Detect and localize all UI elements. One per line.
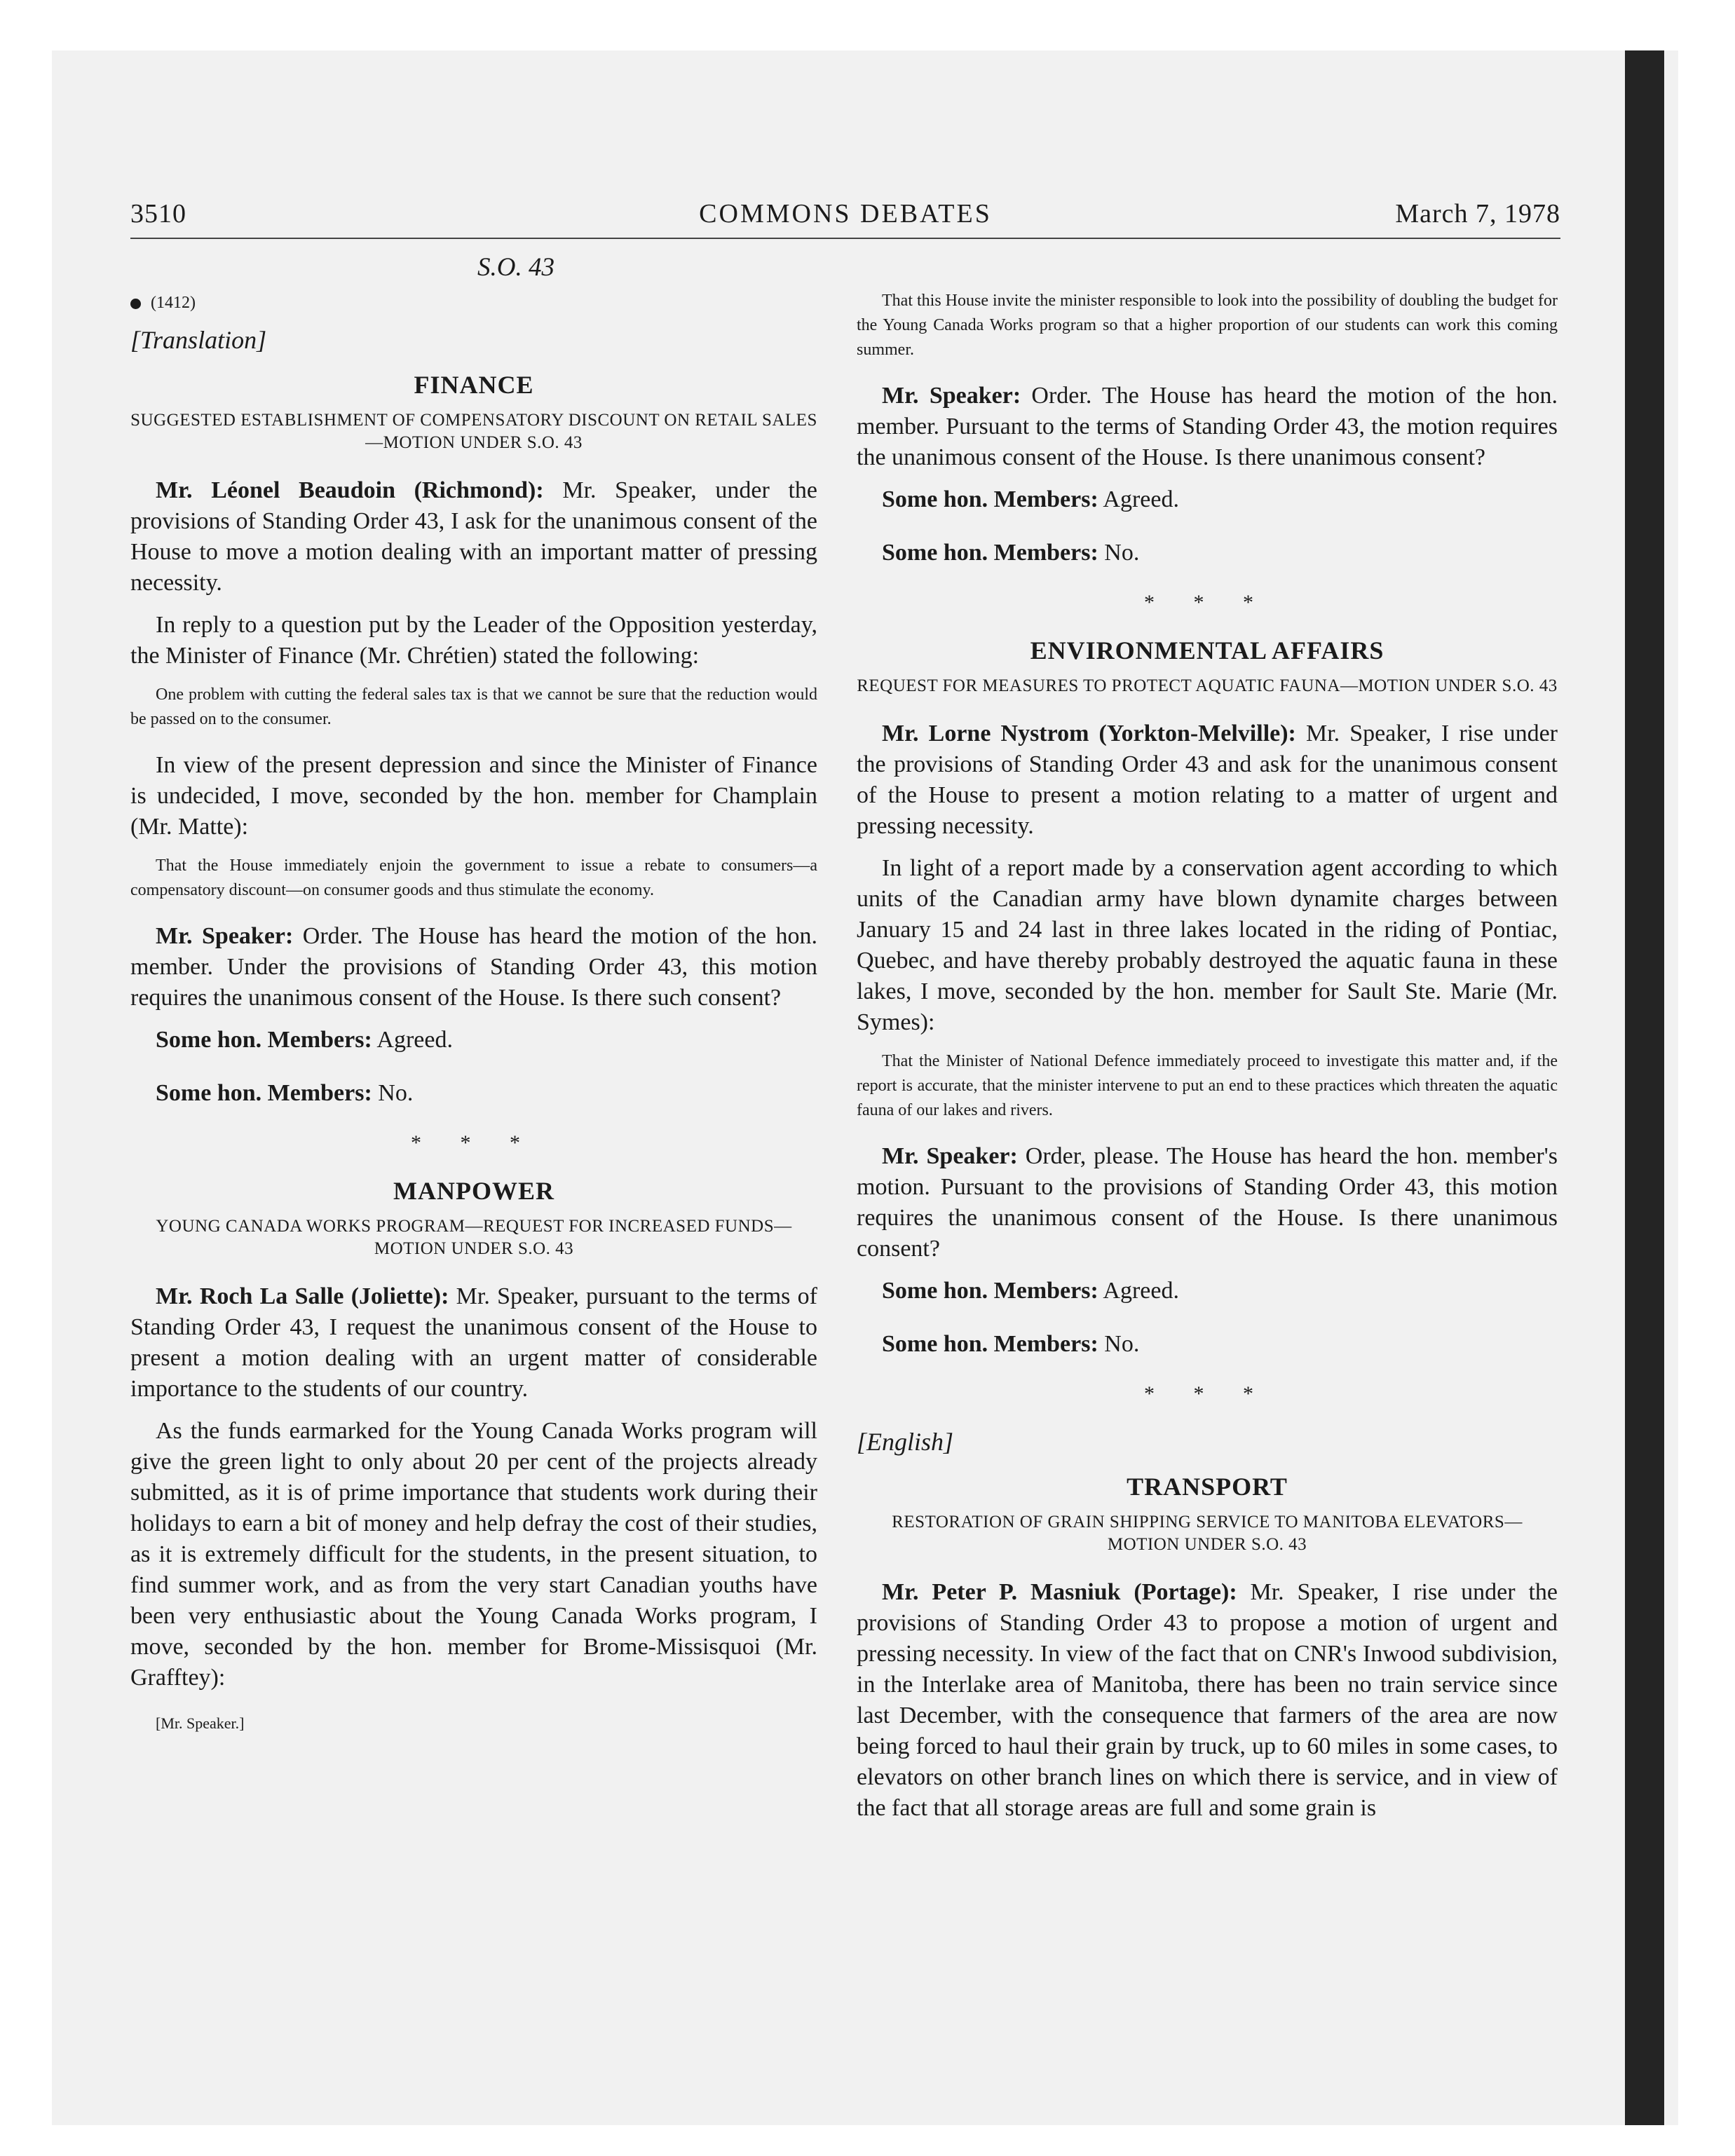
speaker-name: Some hon. Members:: [882, 486, 1098, 512]
page-number: 3510: [130, 199, 186, 228]
speech-text: Mr. Speaker, pursuant to the terms of Standing Order 43, I request the unanimous consent of the House to present a motion dealing with an urgent matter of considerable importance to the students of our country.: [130, 1283, 817, 1402]
speech-text: Order, please. The House has heard the hon. member's motion. Pursuant to the provisions of Standing Order 43, this motion requires the unanimous consent of the House. Is there unanimous consent?: [857, 1143, 1558, 1262]
reply-text: No.: [1098, 1331, 1140, 1357]
speech-paragraph: [857, 1577, 1558, 1824]
speech-paragraph: As the funds earmarked for the Young Canada Works program will give the green light to only about 20 per cent of the projects already submitted, as it is of prime importance that students work during their holidays to earn a bit of money and help defray the cost of their studies, as it is extremely difficult for the students, in the present situation, to find summer work, and as from the very start Canadian youths have been very enthusiastic about the Young Canada Works program, I move, seconded by the hon. member for Brome-Missisquoi (Mr. Grafftey):: [130, 1418, 817, 1691]
section-heading-transport: TRANSPORT: [1127, 1473, 1288, 1501]
speech-paragraph: In reply to a question put by the Leader of the Opposition yesterday, the Minister of Finance (Mr. Chrétien) stated the following:: [130, 612, 817, 669]
section-subheading-transport: RESTORATION OF GRAIN SHIPPING SERVICE TO MANITOBA ELEVATORS—MOTION UNDER S.O. 43: [892, 1513, 1523, 1554]
scan-edge-bar: [1625, 50, 1664, 2125]
footnote: [Mr. Speaker.]: [156, 1714, 245, 1732]
speech-paragraph: In view of the present depression and since the Minister of Finance is undecided, I move, seconded by the hon. member for Champlain (Mr. Matte):: [130, 752, 817, 840]
members-reply: [857, 538, 1558, 568]
motion-text: That the Minister of National Defence immediately proceed to investigate this matter and, if the report is accurate, that the minister intervene to put an end to these practices which threaten the aquatic fauna of our lakes and rivers.: [857, 1052, 1558, 1119]
section-heading-manpower: MANPOWER: [393, 1177, 554, 1205]
speech-paragraph: [130, 1281, 817, 1405]
standing-order-label: S.O. 43: [477, 253, 554, 282]
reply-text: Agreed.: [1098, 486, 1179, 512]
speech-paragraph: [130, 921, 817, 1014]
section-heading-environment: ENVIRONMENTAL AFFAIRS: [1030, 636, 1384, 664]
speaker-name: Some hon. Members:: [882, 1278, 1098, 1304]
left-column: [130, 252, 817, 1733]
speech-paragraph: [857, 1141, 1558, 1264]
members-reply: [857, 1276, 1558, 1306]
speech-text: Mr. Speaker, under the provisions of Standing Order 43, I ask for the unanimous consent of the House to move a motion dealing with an important matter of pressing necessity.: [130, 477, 817, 596]
reply-text: No.: [372, 1080, 414, 1106]
members-reply: [857, 484, 1558, 515]
speaker-name: Some hon. Members:: [156, 1027, 372, 1053]
speaker-name: Mr. Speaker:: [156, 923, 294, 949]
motion-text: That the House immediately enjoin the government to issue a rebate to consumers—a compensatory discount—on consumer goods and thus stimulate the economy.: [130, 857, 817, 899]
right-column: [857, 252, 1558, 1835]
speech-paragraph: [857, 718, 1558, 842]
reply-text: Agreed.: [372, 1027, 453, 1053]
speech-text: Mr. Speaker, I rise under the provisions of Standing Order 43 to propose a motion of urgent and pressing necessity. In view of the fact that on CNR's Inwood subdivision, in the Interlake area of Manitoba, there has been no train service since last December, with the consequence that farmers of the area are now being forced to haul their grain by truck, up to 60 miles in some cases, to elevators on other branch lines on which there is service, and in view of the fact that all storage areas are full and some grain is: [857, 1579, 1558, 1821]
section-separator: * * *: [411, 1131, 537, 1154]
motion-text: That this House invite the minister responsible to look into the possibility of doubling the budget for the Young Canada Works program so that a higher proportion of our students can work this coming summer.: [857, 292, 1558, 359]
reply-text: No.: [1098, 540, 1140, 566]
members-reply: [857, 1329, 1558, 1360]
section-subheading-finance: SUGGESTED ESTABLISHMENT OF COMPENSATORY DISCOUNT ON RETAIL SALES—MOTION UNDER S.O. 43: [130, 411, 817, 452]
speech-paragraph: In light of a report made by a conservation agent according to which units of the Canadian army have blown dynamite charges between January 15 and 24 last in three lakes located in the riding of Pontiac, Quebec, and have thereby probably destroyed the aquatic fauna in these lakes, I move, seconded by the hon. member for Sault Ste. Marie (Mr. Symes):: [857, 855, 1558, 1035]
time-marker-text: (1412): [151, 294, 196, 312]
speaker-name: Mr. Speaker:: [882, 1143, 1018, 1169]
speaker-name: Mr. Speaker:: [882, 383, 1021, 409]
quoted-text: One problem with cutting the federal sales tax is that we cannot be sure that the reduction would be passed on to the consumer.: [130, 685, 817, 728]
speaker-name: Some hon. Members:: [156, 1080, 372, 1106]
speech-text: Order. The House has heard the motion of the hon. member. Pursuant to the terms of Standing Order 43, the motion requires the unanimous consent of the House. Is there unanimous consent?: [857, 383, 1558, 470]
time-marker: [130, 294, 817, 313]
reply-text: Agreed.: [1098, 1278, 1179, 1304]
speech-paragraph: [130, 475, 817, 599]
section-heading-finance: FINANCE: [414, 371, 534, 399]
speaker-name: Some hon. Members:: [882, 1331, 1098, 1357]
page-date: March 7, 1978: [1395, 199, 1560, 228]
translation-tag: [Translation]: [130, 326, 267, 354]
speaker-name: Some hon. Members:: [882, 540, 1098, 566]
speech-text: Mr. Speaker, I rise under the provisions of Standing Order 43 and ask for the unanimous consent of the House to present a motion relating to a matter of urgent and pressing necessity.: [857, 721, 1558, 839]
speaker-name: Mr. Peter P. Masniuk (Portage):: [882, 1579, 1237, 1605]
members-reply: [130, 1025, 817, 1056]
section-separator: * * *: [1144, 591, 1270, 614]
section-subheading-environment: REQUEST FOR MEASURES TO PROTECT AQUATIC FAUNA—MOTION UNDER S.O. 43: [857, 676, 1558, 695]
members-reply: [130, 1078, 817, 1109]
speaker-name: Mr. Léonel Beaudoin (Richmond):: [156, 477, 544, 503]
running-title: COMMONS DEBATES: [699, 199, 992, 228]
speaker-name: Mr. Roch La Salle (Joliette):: [156, 1283, 449, 1309]
speech-text: Order. The House has heard the motion of the hon. member. Under the provisions of Standing Order 43, this motion requires the unanimous consent of the House. Is there such consent?: [130, 923, 817, 1011]
speech-paragraph: [857, 381, 1558, 473]
speaker-name: Mr. Lorne Nystrom (Yorkton-Melville):: [882, 721, 1296, 746]
page-header: [130, 198, 1560, 239]
section-separator: * * *: [1144, 1382, 1270, 1405]
bullet-icon: [130, 299, 141, 309]
english-tag: [English]: [857, 1428, 954, 1456]
section-subheading-manpower: YOUNG CANADA WORKS PROGRAM—REQUEST FOR INCREASED FUNDS—MOTION UNDER S.O. 43: [156, 1217, 792, 1258]
